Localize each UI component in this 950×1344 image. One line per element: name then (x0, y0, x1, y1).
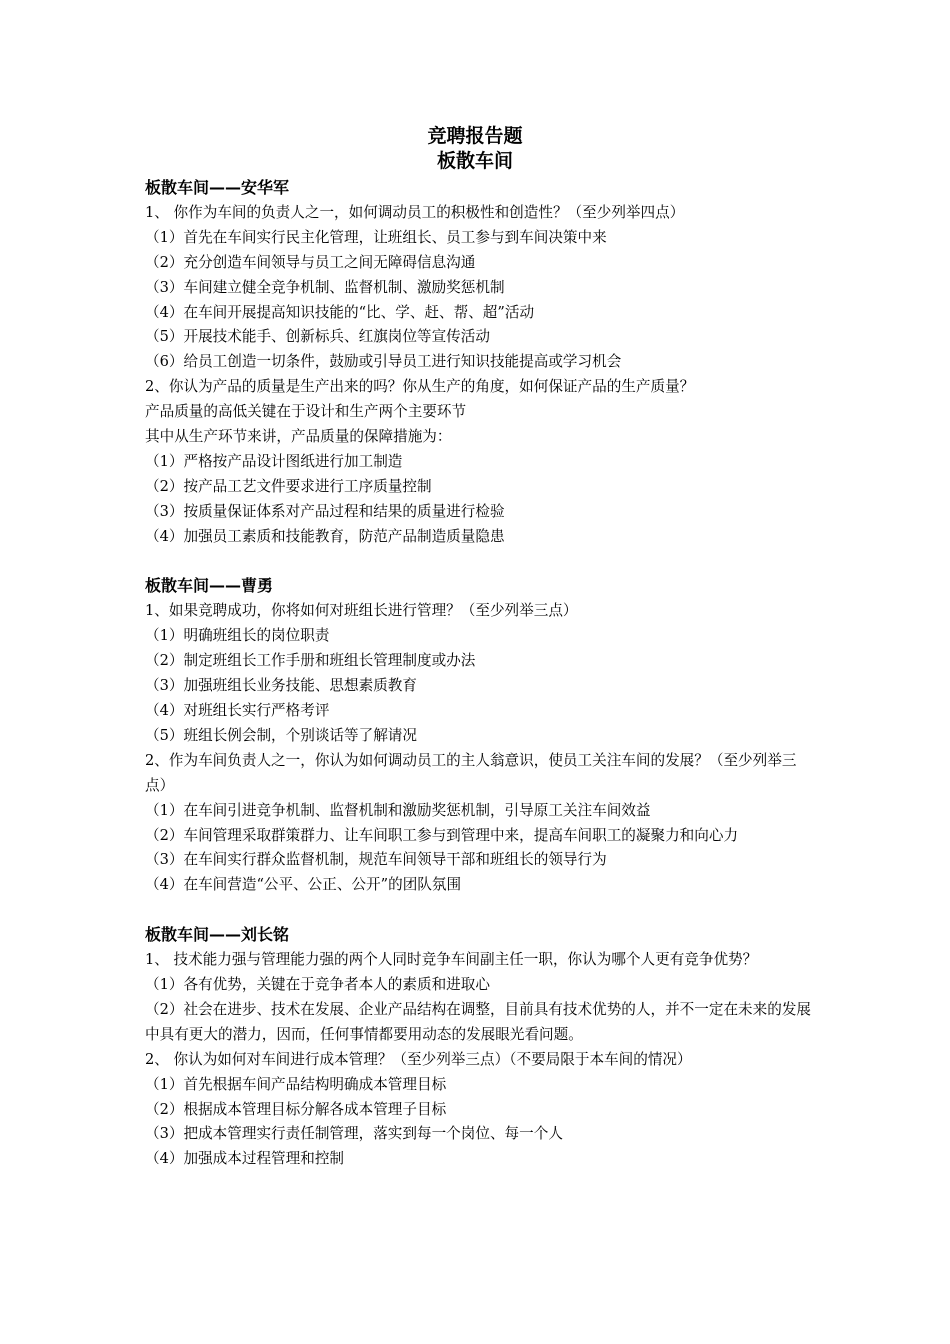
answer-item: （5）开展技术能手、创新标兵、红旗岗位等宣传活动 (145, 328, 490, 346)
answer-item: （3）在车间实行群众监督机制，规范车间领导干部和班组长的领导行为 (145, 851, 607, 869)
spacer (145, 550, 813, 575)
answer-item: （2）车间管理采取群策群力、让车间职工参与到管理中来，提高车间职工的凝聚力和向心力 (145, 826, 739, 844)
question: 2、你认为产品的质量是生产出来的吗？你从生产的角度，如何保证产品的生产质量？ (145, 378, 695, 396)
answer-item: （1）严格按产品设计图纸进行加工制造 (145, 452, 403, 470)
answer-item: （2）制定班组长工作手册和班组长管理制度或办法 (145, 652, 476, 670)
answer-item: （5）班组长例会制，个别谈话等了解请况 (145, 726, 417, 744)
answer-item: （3）加强班组长业务技能、思想素质教育 (145, 677, 417, 695)
answer-item: （3）按质量保证体系对产品过程和结果的质量进行检验 (145, 502, 505, 520)
question: 1、如果竞聘成功，你将如何对班组长进行管理？（至少列举三点） (145, 602, 578, 620)
answer-item: （1）首先在车间实行民主化管理，让班组长、员工参与到车间决策中来 (145, 228, 607, 246)
document-body (145, 176, 813, 1172)
answer-item: （2）按产品工艺文件要求进行工序质量控制 (145, 477, 432, 495)
question: 1、 技术能力强与管理能力强的两个人同时竞争车间副主任一职，你认为哪个人更有竞争优势？ (145, 951, 758, 969)
answer-item: （4）对班组长实行严格考评 (145, 702, 330, 720)
answer-text: 产品质量的高低关键在于设计和生产两个主要环节 (145, 403, 467, 421)
answer-item: （4）在车间营造“公平、公正、公开”的团队氛围 (145, 876, 462, 894)
answer-item: （4）加强成本过程管理和控制 (145, 1150, 345, 1168)
spacer (145, 898, 813, 923)
answer-item: （2）社会在进步、技术在发展、企业产品结构在调整，目前具有技术优势的人，并不一定在未来的发展中具有更大的潜力，因而，任何事情都要用动态的发展眼光看问题。 (145, 1000, 812, 1043)
document-subtitle: 板散车间 (436, 150, 513, 172)
answer-item: （4）加强员工素质和技能教育，防范产品制造质量隐患 (145, 527, 505, 545)
question: 2、作为车间负责人之一，你认为如何调动员工的主人翁意识，使员工关注车间的发展？（至少列举三点） (145, 751, 797, 794)
document-title: 竞聘报告题 (427, 125, 523, 147)
answer-item: （2）充分创造车间领导与员工之间无障碍信息沟通 (145, 253, 476, 271)
answer-item: （1）明确班组长的岗位职责 (145, 627, 330, 645)
section-heading: 板散车间——曹勇 (145, 576, 274, 596)
answer-item: （1）各有优势，关键在于竞争者本人的素质和进取心 (145, 975, 490, 993)
answer-item: （6）给员工创造一切条件，鼓励或引导员工进行知识技能提高或学习机会 (145, 353, 622, 371)
answer-item: （1）在车间引进竞争机制、监督机制和激励奖惩机制，引导原工关注车间效益 (145, 801, 651, 819)
answer-text: 其中从生产环节来讲，产品质量的保障措施为： (145, 428, 452, 446)
question: 2、 你认为如何对车间进行成本管理？（至少列举三点）（不要局限于本车间的情况） (145, 1050, 692, 1068)
question: 1、 你作为车间的负责人之一，如何调动员工的积极性和创造性？（至少列举四点） (145, 203, 685, 221)
answer-item: （4）在车间开展提高知识技能的“比、学、赶、帮、超”活动 (145, 303, 535, 321)
answer-item: （1）首先根据车间产品结构明确成本管理目标 (145, 1075, 447, 1093)
answer-item: （3）把成本管理实行责任制管理，落实到每一个岗位、每一个人 (145, 1125, 563, 1143)
section-heading: 板散车间——刘长铭 (145, 925, 290, 945)
answer-item: （2）根据成本管理目标分解各成本管理子目标 (145, 1100, 447, 1118)
section-heading: 板散车间——安华军 (145, 178, 290, 197)
answer-item: （3）车间建立健全竞争机制、监督机制、激励奖惩机制 (145, 278, 505, 296)
